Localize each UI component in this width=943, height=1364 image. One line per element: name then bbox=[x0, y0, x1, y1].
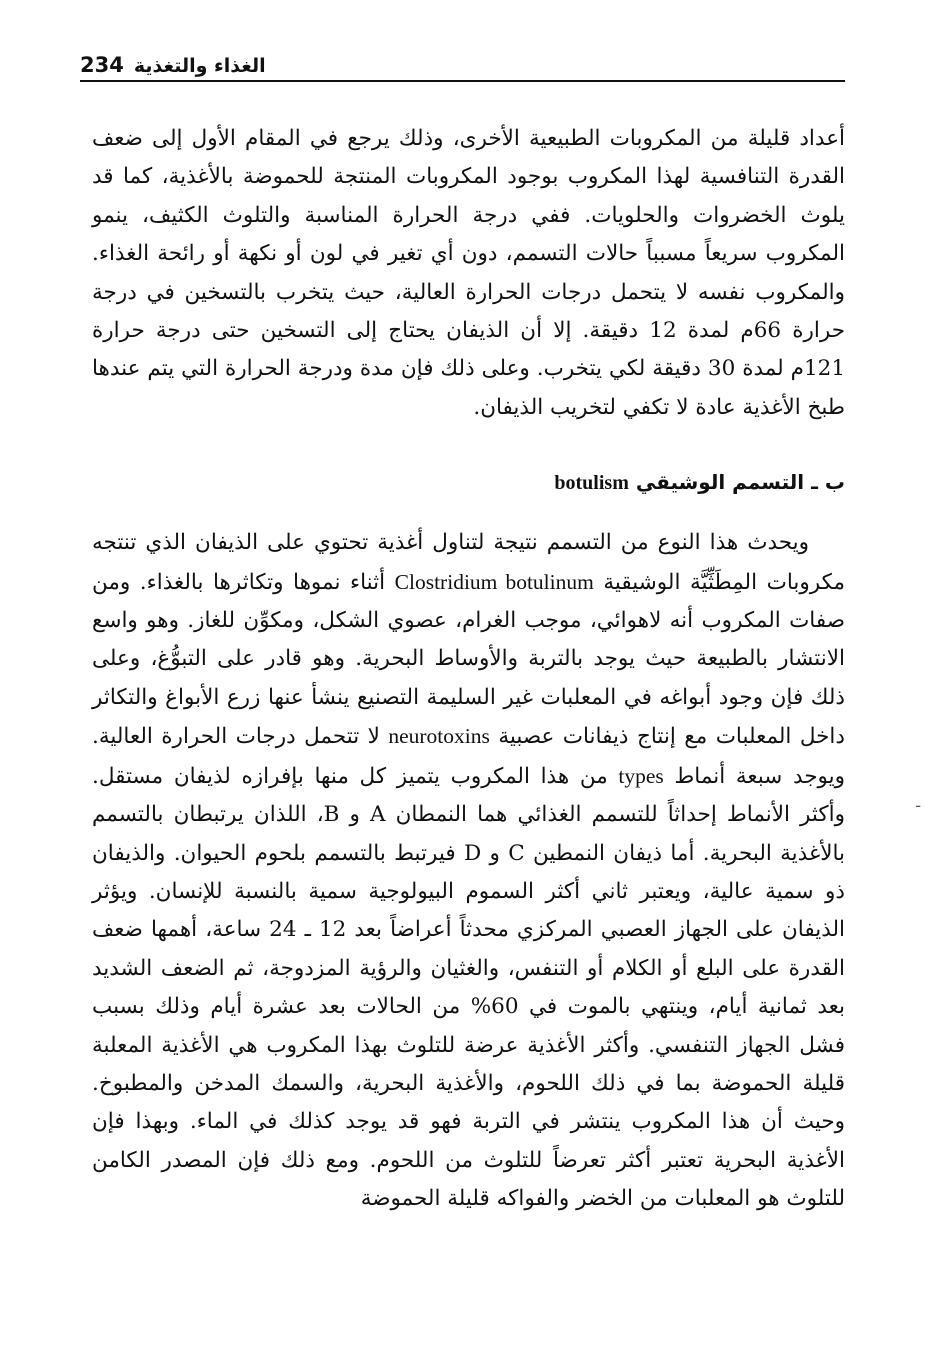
section-heading-arabic: ب ـ التسمم الوشيقي bbox=[635, 470, 845, 495]
running-header bbox=[80, 48, 845, 82]
running-title: الغذاء والتغذية bbox=[133, 55, 266, 77]
neurotoxins-term: neurotoxins bbox=[388, 724, 490, 749]
paragraph-continuation: أعداد قليلة من المكروبات الطبيعية الأخرى، وذلك يرجع في المقام الأول إلى ضعف القدرة التنافسية لهذا المكروب بوجود المكروبات المنتجة للحموضة بالأغذية، كما قد يلوث الخضروات والحلويات. ففي درجة الحرارة المناسبة والتلوث الكثيف، ينمو المكروب سريعاً مسبباً حالات التسمم، دون أي تغير في لون أو نكهة أو رائحة الغذاء. والمكروب نفسه لا يتحمل درجات الحرارة العالية، حيث يتخرب بالتسخين في درجة حرارة 66م لمدة 12 دقيقة. إلا أن الذيفان يحتاج إلى التسخين حتى درجة حرارة 121م لمدة 30 دقيقة لكي يتخرب. وعلى ذلك فإن مدة ودرجة الحرارة التي يتم عندها طبخ الأغذية عادة لا تكفي لتخريب الذيفان. bbox=[92, 126, 846, 420]
section-heading bbox=[92, 463, 845, 502]
paragraph-botulism-part-3: لا تتحمل درجات الحرارة العالية. ويوجد سبعة أنماط bbox=[92, 724, 845, 789]
types-term: types bbox=[618, 763, 664, 788]
paragraph-botulism-part-2: أثناء نموها وتكاثرها بالغذاء. ومن صفات المكروب أنه لاهوائي، موجب الغرام، عصوي الشكل، ومكوِّن للغاز. وهو واسع الانتشار بالطبيعة حيث يوجد بالتربة والأوساط البحرية. وهو قادر على التبوُّغ، وعلى ذلك فإن وجود أبواغه في المعلبات غير السليمة التصنيع ينشأ عنها زرع الأبواغ والتكاثر داخل المعلبات مع إنتاج ذيفانات عصبية bbox=[92, 569, 845, 750]
body-text bbox=[92, 120, 845, 1219]
section-heading-latin: botulism bbox=[554, 472, 629, 495]
page-number: 234 bbox=[80, 53, 124, 77]
organism-latin-name: Clostridium botulinum bbox=[394, 569, 594, 594]
paragraph-botulism bbox=[92, 524, 845, 1218]
paragraph-botulism-part-4: من هذا المكروب يتميز كل منها بإفرازه لذيفان مستقل. وأكثر الأنماط إحداثاً للتسمم الغذائي هما النمطان A و B، اللذان يرتبطان بالتسمم بالأغذية البحرية. أما ذيفان النمطين C و D فيرتبط بالتسمم بلحوم الحيوان. والذيفان ذو سمية عالية، ويعتبر ثاني أكثر السموم البيولوجية سمية بالنسبة للإنسان. ويؤثر الذيفان على الجهاز العصبي المركزي محدثاً أعراضاً بعد 12 ـ 24 ساعة، أهمها ضعف القدرة على البلع أو الكلام أو التنفس، والغثيان والرؤية المزدوجة، ثم الضعف الشديد بعد ثمانية أيام، وينتهي بالموت في 60% من الحالات بعد عشرة أيام وذلك بسبب فشل الجهاز التنفسي. وأكثر الأغذية عرضة للتلوث بهذا المكروب هي الأغذية المعلبة قليلة الحموضة بما في ذلك اللحوم، والأغذية البحرية، والسمك المدخن والمطبوخ. وحيث أن هذا المكروب ينتشر في التربة فهو قد يوجد كذلك في الماء. وبهذا فإن الأغذية البحرية تعتبر أكثر تعرضاً للتلوث من اللحوم. ومع ذلك فإن المصدر الكامن للتلوث هو المعلبات من الخضر والفواكه قليلة الحموضة bbox=[92, 763, 846, 1212]
margin-mark: - bbox=[915, 796, 921, 815]
paragraph-botulism-part-1: ويحدث هذا النوع من التسمم نتيجة لتناول أغذية تحتوي على الذيفان الذي تنتجه مكروبات المِطَثِّيَّة الوشيقية bbox=[92, 530, 845, 595]
